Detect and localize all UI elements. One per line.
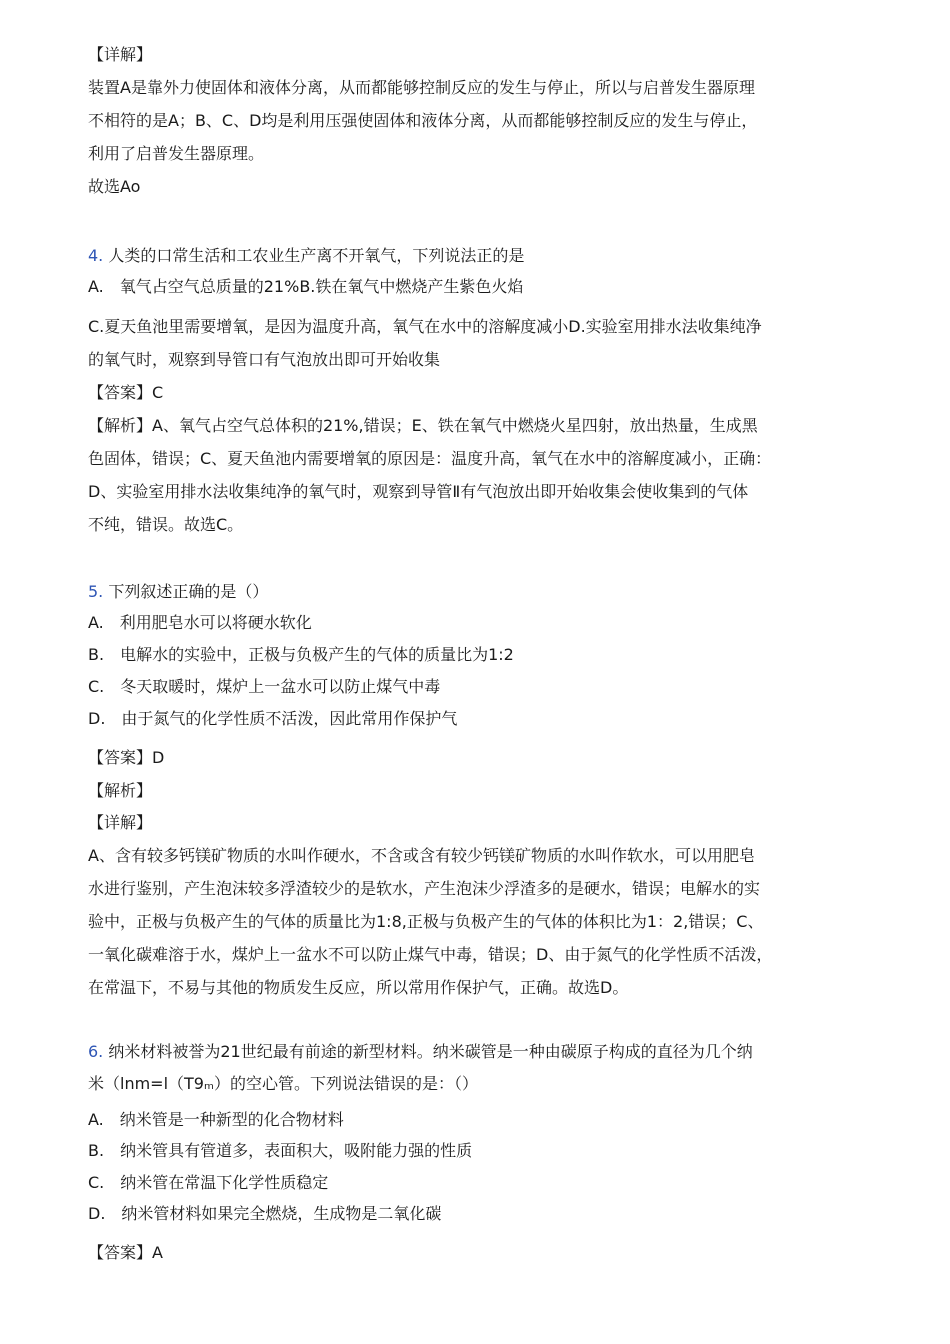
q4-analysis-line-1: 【解析】A、氧气占空气总体积的21%,错误；E、铁在氧气中燃烧火星四射，放出热量，生成黑 xyxy=(88,416,758,435)
q5-option-b: B. 电解水的实验中，正极与负极产生的气体的质量比为1:2 xyxy=(88,645,514,664)
q5-option-c: C. 冬天取暖时，煤炉上一盆水可以防止煤气中毒 xyxy=(88,677,441,696)
q5-stem-line xyxy=(88,581,268,603)
q4-analysis-line-3: D、实验室用排水法收集纯净的氧气时，观察到导管Ⅱ有气泡放出即开始收集会使收集到的气体 xyxy=(88,482,749,501)
q5-explain-line-2: 水进行鉴别，产生泡沫较多浮渣较少的是软水，产生泡沫少浮渣多的是硬水，错误；电解水的实 xyxy=(88,879,761,898)
q5-analysis-label: 【解析】 xyxy=(88,781,153,800)
q5-option-d: D. 由于氮气的化学性质不活泼，因此常用作保护气 xyxy=(88,709,458,728)
q6-option-b: B. 纳米管具有管道多，表面积大，吸附能力强的性质 xyxy=(88,1141,473,1160)
q5-explain-line-5: 在常温下，不易与其他的物质发生反应，所以常用作保护气，正确。故选D。 xyxy=(88,978,629,997)
prev-explain-line-2: 不相符的是A；B、C、D均是利用压强使固体和液体分离，从而都能够控制反应的发生与停止， xyxy=(88,111,758,130)
q5-answer: 【答案】D xyxy=(88,748,165,767)
q4-options-line-2: C.夏天鱼池里需要增氧，是因为温度升高，氧气在水中的溶解度减小D.实验室用排水法收集纯净 xyxy=(88,317,762,336)
q4-options-line-1: A. 氧气占空气总质量的21%B.铁在氧气中燃烧产生紫色火焰 xyxy=(88,277,524,296)
q6-stem-line-1 xyxy=(88,1041,753,1063)
q6-number: 6. xyxy=(88,1042,104,1061)
q6-stem-1: 纳米材料被誉为21世纪最有前途的新型材料。纳米碳管是一种由碳原子构成的直径为几个纳 xyxy=(108,1042,753,1061)
q4-analysis-line-2: 色固体，错误；C、夏天鱼池内需要增氧的原因是：温度升高，氧气在水中的溶解度减小，正确： xyxy=(88,449,772,468)
prev-explain-label: 【详解】 xyxy=(88,45,153,64)
q5-option-a: A. 利用肥皂水可以将硬水软化 xyxy=(88,613,312,632)
q4-stem-line xyxy=(88,245,524,267)
q4-answer: 【答案】C xyxy=(88,383,164,402)
q4-options-line-3: 的氧气时，观察到导管口有气泡放出即可开始收集 xyxy=(88,350,441,369)
q5-explain-line-1: A、含有较多钙镁矿物质的水叫作硬水，不含或含有较少钙镁矿物质的水叫作软水，可以用肥皂 xyxy=(88,846,755,865)
prev-explain-conclusion: 故选Ao xyxy=(88,177,141,196)
q5-explain-line-4: 一氧化碳难溶于水，煤炉上一盆水不可以防止煤气中毒，错误；D、由于氮气的化学性质不活泼， xyxy=(88,945,773,964)
q5-explain-label: 【详解】 xyxy=(88,813,153,832)
q6-option-c: C. 纳米管在常温下化学性质稳定 xyxy=(88,1173,329,1192)
q6-option-a: A. 纳米管是一种新型的化合物材料 xyxy=(88,1110,344,1129)
q5-explain-line-3: 验中，正极与负极产生的气体的质量比为1:8,正极与负极产生的气体的体积比为1：2,错误；C、 xyxy=(88,912,764,931)
q5-number: 5. xyxy=(88,582,104,601)
q4-number: 4. xyxy=(88,246,104,265)
q5-stem: 下列叙述正确的是（） xyxy=(108,582,269,601)
q4-analysis-line-4: 不纯，错误。故选C。 xyxy=(88,515,244,534)
prev-explain-line-1: 装置A是靠外力使固体和液体分离，从而都能够控制反应的发生与停止，所以与启普发生器原理 xyxy=(88,78,755,97)
q6-option-d: D. 纳米管材料如果完全燃烧，生成物是二氧化碳 xyxy=(88,1204,442,1223)
q6-stem-line-2: 米（lnm=l（T9ₘ）的空心管。下列说法错误的是：（） xyxy=(88,1074,478,1093)
prev-explain-line-3: 利用了启普发生器原理。 xyxy=(88,144,265,163)
q6-answer: 【答案】A xyxy=(88,1243,163,1262)
q4-stem: 人类的口常生活和工农业生产离不开氧气，下列说法正的是 xyxy=(108,246,525,265)
